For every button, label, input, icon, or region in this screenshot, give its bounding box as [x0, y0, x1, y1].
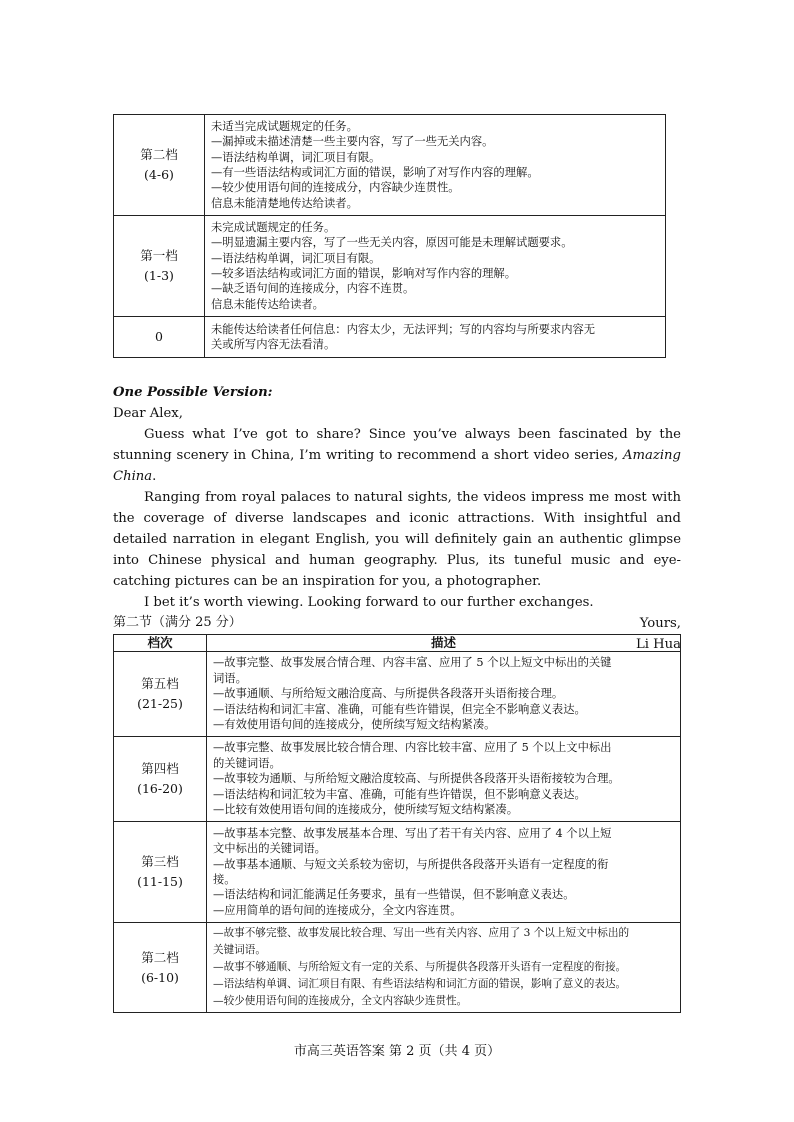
- description-line: —应用简单的语句间的连接成分，全文内容连贯。: [213, 903, 462, 917]
- description-line: —故事完整、故事发展合情合理、内容丰富、应用了 5 个以上短文中标出的关键: [213, 656, 612, 670]
- description-cell: [207, 737, 681, 822]
- level-cell: [114, 923, 207, 1013]
- essay-greeting: Dear Alex,: [113, 406, 183, 421]
- essay-paragraph-1-text: Guess what I’ve got to share? Since you’ve always been fascinated by the stunning scenery in China, I’m writing to recommend a short video series,: [113, 427, 681, 463]
- level-name: 第一档: [140, 248, 178, 263]
- level-range: (4-6): [144, 167, 174, 182]
- description-cell: [207, 923, 681, 1013]
- description-cell: [207, 652, 681, 737]
- level-cell: [114, 737, 207, 822]
- essay-signature: Li Hua: [635, 637, 681, 652]
- essay-paragraph-3: I bet it’s worth viewing. Looking forward to our further exchanges.: [144, 595, 594, 610]
- video-series-title: Amazing China: [113, 448, 681, 484]
- description-line: —漏掉或未描述清楚一些主要内容，写了一些无关内容。: [211, 135, 494, 149]
- column-header-description: 描述: [207, 635, 681, 652]
- description-cell: [205, 317, 666, 358]
- description-line: —较少使用语句间的连接成分，内容缺少连贯性。: [211, 181, 460, 195]
- essay-paragraph-1-end: .: [152, 469, 157, 484]
- description-line: —故事完整、故事发展比较合情合理、内容比较丰富、应用了 5 个以上文中标出: [213, 741, 612, 755]
- section-title: 第二节（满分 25 分）: [113, 615, 242, 630]
- description-line: —故事通顺、与所给短文融洽度高、与所提供各段落开头语衔接合理。: [213, 687, 564, 701]
- level-cell: [114, 822, 207, 923]
- level-name: 第二档: [140, 147, 178, 162]
- page-footer: 市高三英语答案 第 2 页（共 4 页）: [293, 1044, 501, 1059]
- level-name: 0: [155, 329, 163, 344]
- level-name: 第五档: [141, 676, 179, 691]
- description-line: —故事基本通顺、与短文关系较为密切，与所提供各段落开头语有一定程度的衔: [213, 857, 609, 871]
- level-range: (1-3): [144, 268, 174, 283]
- level-cell: [114, 317, 205, 358]
- description-line: —缺乏语句间的连接成分，内容不连贯。: [211, 282, 415, 296]
- description-line: —较少使用语句间的连接成分，全文内容缺少连贯性。: [213, 995, 468, 1007]
- table-row: [114, 652, 681, 737]
- description-line: 未能传达给读者任何信息：内容太少，无法评判；写的内容均与所要求内容无: [211, 322, 596, 336]
- description-line: —语法结构单调，词汇项目有限。: [211, 251, 381, 265]
- grading-table-part2: [113, 634, 681, 1013]
- column-header-level: 档次: [114, 635, 207, 652]
- description-line: —明显遗漏主要内容，写了一些无关内容，原因可能是未理解试题要求。: [211, 236, 573, 250]
- description-line: 未适当完成试题规定的任务。: [211, 119, 358, 133]
- description-line: 未完成试题规定的任务。: [211, 220, 336, 234]
- description-line: —语法结构和词汇丰富、准确，可能有些许错误，但完全不影响意义表达。: [213, 702, 586, 716]
- description-line: —语法结构单调，词汇项目有限。: [211, 150, 381, 164]
- description-line: —故事基本完整、故事发展基本合理、写出了若干有关内容、应用了 4 个以上短: [213, 826, 612, 840]
- table-row: [114, 216, 666, 317]
- description-cell: [205, 216, 666, 317]
- description-line: 词语。: [213, 671, 247, 685]
- essay-paragraph-2: Ranging from royal palaces to natural sights, the videos impress me most with the coverage of diverse landscapes and iconic attractions. With insightful and detailed narration in elegant English, you will definitely gain an authentic glimpse into Chinese physical and human geography. Plus, its tuneful music and eye-catching pictures can be an inspiration for you, a photographer.: [113, 490, 681, 589]
- level-name: 第四档: [141, 761, 179, 776]
- level-range: (6-10): [141, 969, 179, 985]
- grading-table-part1: [113, 114, 666, 358]
- level-name: 第三档: [141, 854, 179, 869]
- description-line: —故事不够通顺、与所给短文有一定的关系、与所提供各段落开头语有一定程度的衔接。: [213, 961, 627, 973]
- essay-closing: Yours,: [639, 616, 681, 631]
- description-line: —故事不够完整、故事发展比较合理、写出一些有关内容、应用了 3 个以上短文中标出的: [213, 927, 630, 939]
- table-row: [114, 115, 666, 216]
- table-row: [114, 317, 666, 358]
- description-line: —故事较为通顺、与所给短文融洽度较高、与所提供各段落开头语衔接较为合理。: [213, 772, 620, 786]
- description-line: 关键词语。: [213, 944, 266, 956]
- level-name: 第二档: [141, 949, 179, 965]
- description-line: 接。: [213, 873, 236, 886]
- description-line: 关或所写内容无法看清。: [211, 338, 336, 351]
- description-cell: [207, 822, 681, 923]
- essay-heading: One Possible Version:: [113, 385, 273, 400]
- essay-paragraph-1: [113, 424, 681, 487]
- description-line: 的关键词语。: [213, 756, 281, 770]
- description-line: —比较有效使用语句间的连接成分，使所续写短文结构紧凑。: [213, 803, 519, 817]
- description-line: —语法结构和词汇能满足任务要求，虽有一些错误，但不影响意义表达。: [213, 888, 575, 902]
- table-row: [114, 822, 681, 923]
- level-cell: [114, 115, 205, 216]
- description-line: —有效使用语句间的连接成分，使所续写短文结构紧凑。: [213, 718, 496, 732]
- table-row: [114, 923, 681, 1013]
- level-range: (11-15): [137, 874, 183, 889]
- table-header-row: [114, 635, 681, 652]
- description-line: —语法结构单调、词汇项目有限、有些语法结构和词汇方面的错误，影响了意义的表达。: [213, 978, 627, 990]
- description-line: —较多语法结构或词汇方面的错误，影响对写作内容的理解。: [211, 267, 517, 280]
- description-cell: [205, 115, 666, 216]
- table-row: [114, 737, 681, 822]
- description-line: —语法结构和词汇较为丰富、准确，可能有些许错误，但不影响意义表达。: [213, 787, 586, 801]
- description-line: —有一些语法结构或词汇方面的错误，影响了对写作内容的理解。: [211, 166, 539, 179]
- description-line: 信息未能清楚地传达给读者。: [211, 196, 358, 210]
- description-line: 信息未能传达给读者。: [211, 297, 324, 311]
- level-cell: [114, 652, 207, 737]
- level-cell: [114, 216, 205, 317]
- level-range: (21-25): [137, 696, 183, 711]
- level-range: (16-20): [137, 781, 183, 796]
- description-line: 文中标出的关键词语。: [213, 842, 326, 856]
